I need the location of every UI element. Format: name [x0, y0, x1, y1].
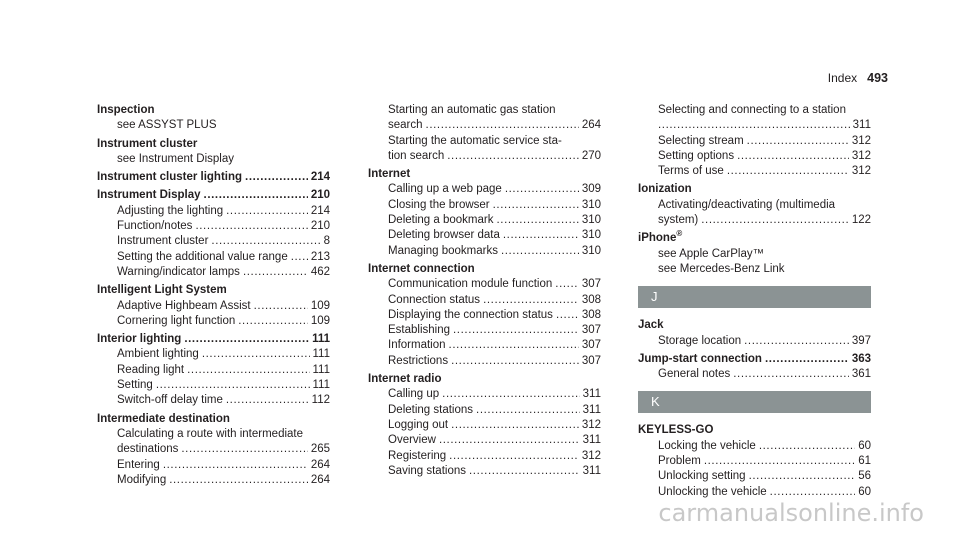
page-ref: 264 — [310, 458, 330, 471]
page-ref: 60 — [858, 439, 871, 452]
sub-entry-text: Establishing — [388, 324, 451, 337]
index-term: Instrument cluster — [97, 137, 198, 150]
page-ref: 311 — [582, 464, 601, 477]
sub-entry — [368, 149, 601, 164]
sub-entry-text: Logging out — [388, 418, 449, 431]
sub-entry — [368, 418, 601, 433]
index-column-3 — [638, 103, 871, 503]
page-ref: 311 — [582, 403, 601, 416]
index-term: KEYLESS-GO — [638, 424, 714, 437]
index-entry-continued — [638, 103, 871, 179]
index-term: Jump-start connection — [638, 352, 762, 365]
index-entry-continued — [368, 103, 601, 164]
page-ref: 264 — [581, 119, 601, 132]
sub-entry — [97, 458, 330, 473]
letter-section-header-k: K — [638, 391, 871, 413]
sub-entry-text: Information — [388, 339, 446, 352]
index-term: Inspection — [97, 104, 155, 116]
page-ref: 310 — [581, 214, 601, 227]
page-ref: 312 — [851, 149, 871, 162]
sub-entry-text: Starting an automatic gas station — [388, 104, 556, 116]
sub-entry-text: Communication module function — [388, 278, 553, 291]
sub-entry — [97, 393, 330, 408]
page-ref: 111 — [312, 348, 330, 361]
page-ref: 397 — [851, 334, 871, 347]
sub-entry-text: Saving stations — [388, 464, 466, 477]
index-term: Instrument Display — [97, 189, 201, 202]
letter-section-header-j: J — [638, 286, 871, 308]
sub-entry — [97, 234, 330, 249]
sub-entry — [638, 367, 871, 382]
page-ref: 310 — [581, 229, 601, 242]
sub-entry-text: Locking the vehicle — [658, 439, 756, 452]
sub-entry — [368, 387, 601, 402]
page-ref: 210 — [310, 220, 330, 233]
page-ref: 111 — [312, 379, 330, 392]
index-entry — [97, 137, 330, 168]
sub-entry — [638, 469, 871, 484]
watermark: carmanualsonline.info — [658, 499, 924, 527]
sub-entry — [97, 363, 330, 378]
page-ref: 56 — [858, 470, 871, 483]
index-column-1 — [97, 103, 330, 491]
page-ref: 61 — [858, 455, 871, 468]
sub-entry-text: Function/notes — [117, 220, 193, 233]
sub-entry — [368, 213, 601, 228]
sub-entry-text: Ambient lighting — [117, 348, 199, 361]
page-ref: 214 — [310, 171, 330, 184]
sub-entry — [368, 293, 601, 308]
sub-entry — [638, 439, 871, 454]
page-ref: 111 — [312, 333, 330, 346]
page-ref: 8 — [323, 235, 330, 248]
sub-entry-text: Cornering light function — [117, 314, 236, 327]
sub-entry — [368, 308, 601, 323]
page-ref: 311 — [582, 388, 601, 401]
sub-entry — [368, 277, 601, 292]
page-ref: 270 — [581, 149, 601, 162]
page-ref: 312 — [581, 449, 601, 462]
page-ref: 112 — [311, 394, 330, 407]
index-term-line — [97, 170, 330, 185]
index-term: Interior lighting — [97, 333, 182, 346]
sub-entry-text: Setting the additional value range — [117, 250, 288, 263]
index-term-line — [97, 332, 330, 347]
page-ref: 312 — [581, 418, 601, 431]
sub-entry-text: Calling up a web page — [388, 183, 502, 196]
index-entry — [638, 352, 871, 383]
header-label: Index — [827, 71, 858, 85]
page-ref: 310 — [581, 244, 601, 257]
sub-entry — [368, 403, 601, 418]
page-ref: 213 — [310, 250, 330, 263]
page-ref: 310 — [581, 198, 601, 211]
sub-entry-text: Warning/indicator lamps — [117, 265, 240, 278]
page-ref: 311 — [582, 434, 601, 447]
sub-entry — [368, 354, 601, 369]
index-entry — [638, 423, 871, 499]
sub-entry-text: Instrument cluster — [117, 235, 209, 248]
page-ref: 307 — [581, 324, 601, 337]
sub-entry-text: Deleting stations — [388, 403, 474, 416]
sub-entry-text: Unlocking setting — [658, 470, 746, 483]
page-ref: 308 — [581, 308, 601, 321]
sub-entry — [638, 334, 871, 349]
sub-entry — [638, 149, 871, 164]
sub-entry — [97, 378, 330, 393]
sub-entry — [638, 134, 871, 149]
see-reference: see Mercedes-Benz Link — [658, 262, 785, 275]
page-ref: 111 — [312, 363, 330, 376]
index-entry — [97, 188, 330, 280]
sub-entry-text: Setting — [117, 379, 153, 392]
see-reference: see ASSYST PLUS — [117, 119, 217, 132]
index-term-line — [638, 352, 871, 367]
sub-entry-text: General notes — [658, 368, 731, 381]
sub-entry-text: search — [388, 119, 423, 132]
sub-entry — [638, 118, 871, 133]
sub-entry-text: Switch-off delay time — [117, 394, 223, 407]
sub-entry — [97, 219, 330, 234]
page-ref: 214 — [310, 204, 330, 217]
sub-entry — [368, 464, 601, 479]
sub-entry-text: Adaptive Highbeam Assist — [117, 299, 251, 312]
sub-entry — [97, 250, 330, 265]
sub-entry-text: Managing bookmarks — [388, 244, 498, 257]
page-ref: 309 — [581, 183, 601, 196]
sub-entry — [97, 265, 330, 280]
index-entry — [638, 318, 871, 349]
sub-entry-text: Overview — [388, 434, 436, 447]
index-entry — [97, 103, 330, 134]
index-term: Intelligent Light System — [97, 284, 227, 297]
page-ref: 312 — [851, 134, 871, 147]
sub-entry — [368, 244, 601, 259]
index-term-line — [97, 188, 330, 203]
page-number: 493 — [867, 71, 888, 85]
sub-entry — [368, 449, 601, 464]
sub-entry — [97, 314, 330, 329]
index-term: Internet — [368, 168, 411, 181]
page-ref: 307 — [581, 278, 601, 291]
index-term: Internet radio — [368, 373, 442, 386]
index-entry — [97, 283, 330, 329]
page-ref: 311 — [852, 119, 871, 132]
index-term: Instrument cluster lighting — [97, 171, 243, 184]
index-entry — [638, 182, 871, 228]
page-ref: 122 — [851, 214, 871, 227]
index-entry — [97, 170, 330, 185]
sub-entry-text: Calculating a route with intermediate — [117, 427, 304, 440]
sub-entry-text: system) — [658, 214, 699, 227]
index-term: iPhone — [638, 232, 677, 245]
page-ref: 363 — [851, 352, 871, 365]
page-ref: 312 — [851, 165, 871, 178]
page-ref: 109 — [310, 314, 330, 327]
sub-entry-text: Deleting browser data — [388, 229, 500, 242]
sub-entry-text: Selecting stream — [658, 134, 744, 147]
sub-entry — [97, 299, 330, 314]
page-ref: 308 — [581, 293, 601, 306]
page-ref: 307 — [581, 339, 601, 352]
index-entry — [638, 231, 871, 277]
sub-entry — [368, 118, 601, 133]
sub-entry — [638, 485, 871, 500]
sub-entry — [368, 433, 601, 448]
sub-entry — [638, 454, 871, 469]
sub-entry-text: Calling up — [388, 388, 440, 401]
sub-entry-text: Problem — [658, 455, 701, 468]
sub-entry — [368, 338, 601, 353]
page-ref: 307 — [581, 354, 601, 367]
sub-entry-text: Closing the browser — [388, 198, 490, 211]
index-term: Jack — [638, 319, 664, 332]
sub-entry — [368, 228, 601, 243]
sub-entry-text: Storage location — [658, 334, 742, 347]
page-ref: 60 — [858, 485, 871, 498]
sub-entry-text: destinations — [117, 443, 179, 456]
sub-entry — [97, 347, 330, 362]
sub-entry-text: Connection status — [388, 293, 481, 306]
sub-entry-text: Modifying — [117, 473, 167, 486]
page-ref: 264 — [310, 473, 330, 486]
sub-entry-text: Reading light — [117, 363, 185, 376]
index-term-iphone — [638, 231, 871, 246]
index-entry — [368, 262, 601, 369]
sub-entry-text: Deleting a bookmark — [388, 214, 494, 227]
sub-entry-text: Unlocking the vehicle — [658, 485, 767, 498]
sub-entry-text: Adjusting the lighting — [117, 204, 224, 217]
sub-entry-text: Displaying the connection status — [388, 308, 553, 321]
index-term: Internet connection — [368, 262, 475, 275]
index-entry — [368, 372, 601, 479]
page-header — [828, 71, 888, 85]
index-term: Intermediate destination — [97, 412, 230, 425]
see-reference: see Apple CarPlay™ — [658, 247, 765, 260]
sub-entry — [368, 198, 601, 213]
index-entry — [368, 167, 601, 259]
sub-entry — [97, 204, 330, 219]
sub-entry — [638, 213, 871, 228]
see-reference: see Instrument Display — [117, 152, 234, 165]
sub-entry-text: Starting the automatic service sta- — [388, 134, 562, 147]
registered-mark: ® — [676, 229, 683, 239]
page-ref: 109 — [310, 299, 330, 312]
sub-entry-text: Activating/deactivating (multimedia — [658, 198, 836, 211]
sub-entry-text: Setting options — [658, 149, 735, 162]
sub-entry-text: Terms of use — [658, 165, 724, 178]
index-column-2 — [368, 103, 601, 482]
sub-entry — [368, 323, 601, 338]
index-term: Ionization — [638, 183, 692, 196]
page-ref: 361 — [851, 368, 871, 381]
sub-entry — [368, 182, 601, 197]
index-entry — [97, 412, 330, 488]
sub-entry-text: Registering — [388, 449, 447, 462]
page-ref: 265 — [310, 443, 330, 456]
sub-entry-text: Restrictions — [388, 354, 449, 367]
sub-entry — [97, 473, 330, 488]
page-ref: 210 — [310, 189, 330, 202]
sub-entry-text: Selecting and connecting to a station — [658, 104, 846, 116]
sub-entry-text: Entering — [117, 458, 160, 471]
index-entry — [97, 332, 330, 408]
page-ref: 462 — [310, 265, 330, 278]
sub-entry — [638, 164, 871, 179]
sub-entry-text: tion search — [388, 149, 445, 162]
sub-entry — [97, 442, 330, 457]
